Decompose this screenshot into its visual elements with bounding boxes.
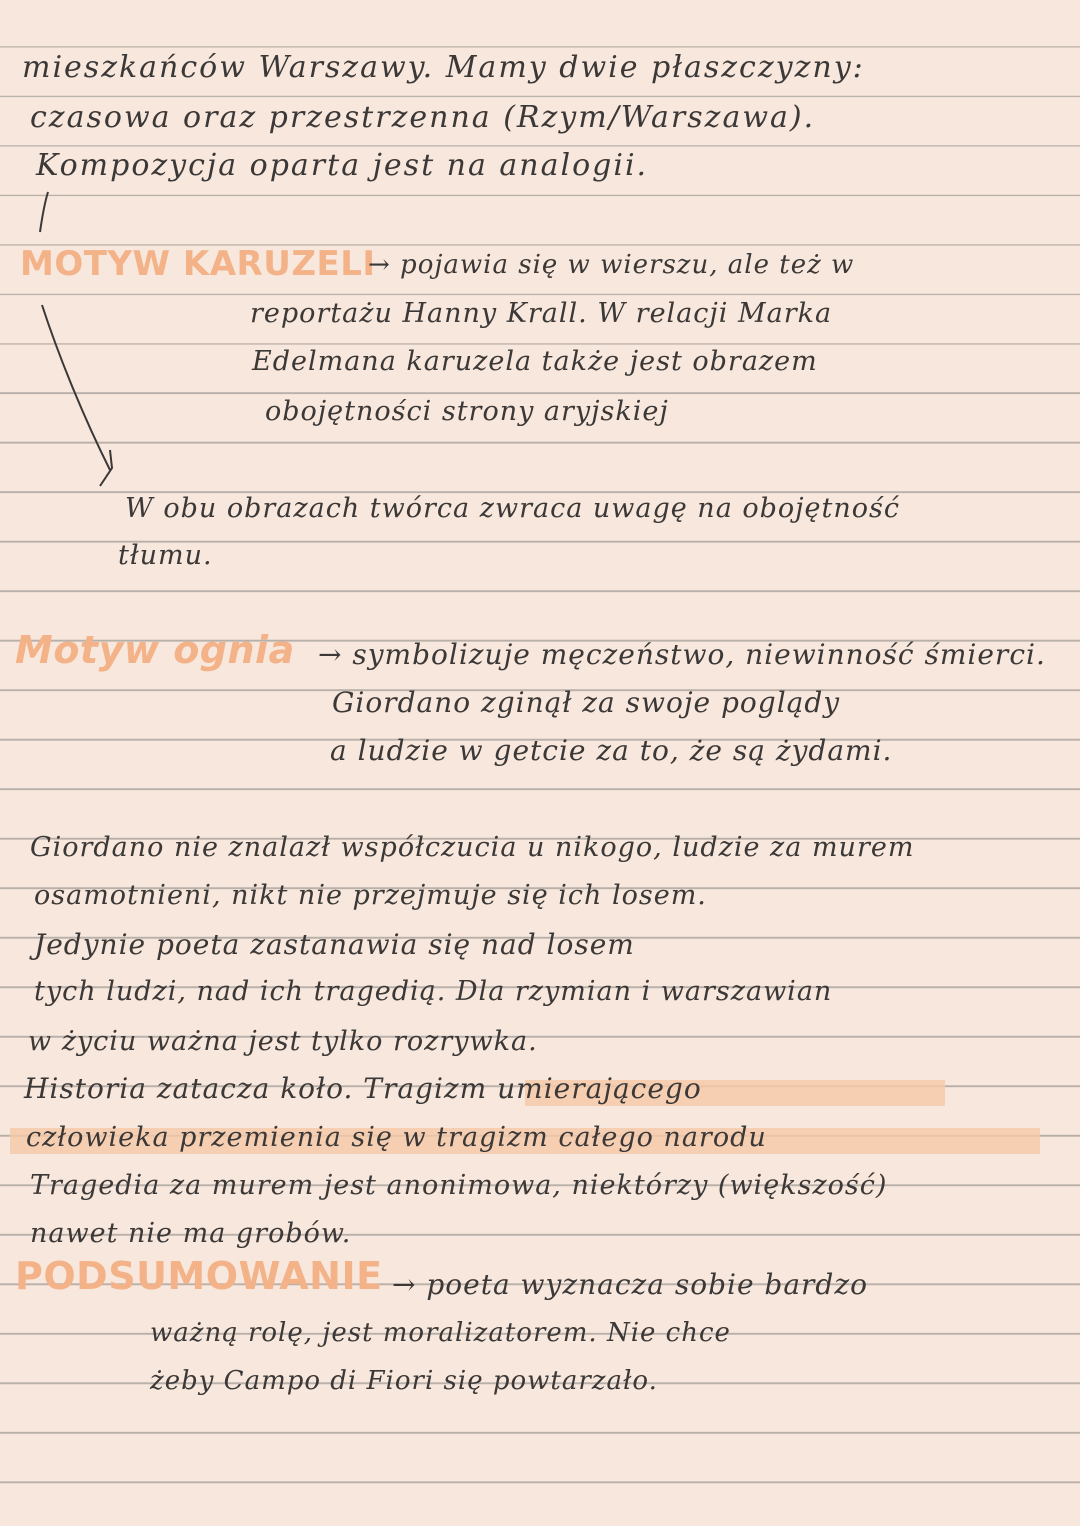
note-line: W obu obrazach twórca zwraca uwagę na obojętność: [125, 493, 900, 524]
note-line: nawet nie ma grobów.: [30, 1218, 352, 1249]
note-line: Giordano nie znalazł współczucia u nikogo, ludzie za murem: [30, 832, 915, 863]
note-line: mieszkańców Warszawy. Mamy dwie płaszczyzny:: [22, 50, 865, 85]
note-line: ważną rolę, jest moralizatorem. Nie chce: [150, 1318, 731, 1348]
note-line: Jedynie poeta zastanawia się nad losem: [34, 928, 635, 961]
note-line: Historia zatacza koło. Tragizm umierającego: [24, 1072, 702, 1105]
note-line: a ludzie w getcie za to, że są żydami.: [330, 734, 893, 767]
connector-line-kompozycja: [40, 192, 48, 232]
note-line: Kompozycja oparta jest na analogii.: [36, 148, 649, 183]
heading-podsumowanie: PODSUMOWANIE: [15, 1254, 383, 1298]
note-line: Giordano zginął za swoje poglądy: [332, 686, 841, 719]
note-line: → symbolizuje męczeństwo, niewinność śmierci.: [318, 638, 1046, 671]
arrow-hook: [100, 450, 112, 486]
note-line: w życiu ważna jest tylko rozrywka.: [28, 1026, 538, 1057]
heading-motyw-ognia: Motyw ognia: [15, 628, 295, 672]
note-line: reportażu Hanny Krall. W relacji Marka: [250, 298, 833, 329]
note-line: → pojawia się w wierszu, ale też w: [368, 250, 855, 280]
note-line: → poeta wyznacza sobie bardzo: [392, 1268, 868, 1301]
note-line: tłumu.: [118, 540, 213, 571]
note-line: Tragedia za murem jest anonimowa, niektórzy (większość): [30, 1170, 888, 1201]
heading-motyw-karuzeli: MOTYW KARUZELI: [20, 244, 376, 284]
note-line: obojętności strony aryjskiej: [265, 396, 669, 427]
note-line: człowieka przemienia się w tragizm całego narodu: [26, 1122, 767, 1153]
note-line: żeby Campo di Fiori się powtarzało.: [150, 1366, 658, 1396]
note-line: tych ludzi, nad ich tragedią. Dla rzymian i warszawian: [34, 976, 833, 1007]
note-line: osamotnieni, nikt nie przejmuje się ich losem.: [34, 880, 707, 911]
note-line: Edelmana karuzela także jest obrazem: [252, 346, 818, 377]
note-line: czasowa oraz przestrzenna (Rzym/Warszawa).: [30, 100, 816, 135]
connector-line-karuzela: [42, 305, 110, 470]
